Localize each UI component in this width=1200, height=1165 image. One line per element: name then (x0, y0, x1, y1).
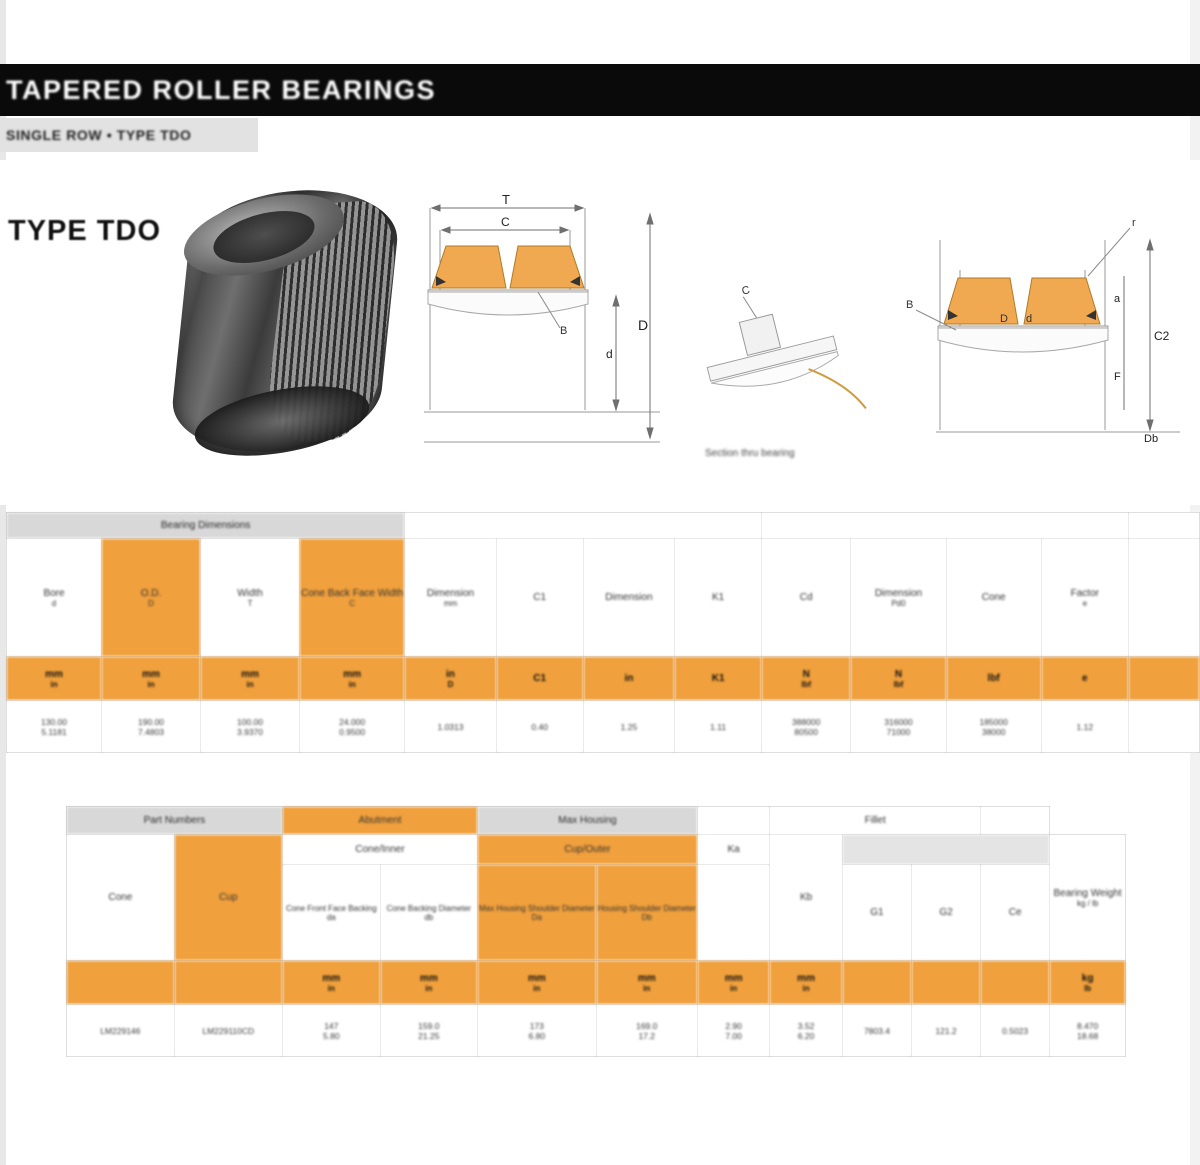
dim-label-a: a (1114, 293, 1121, 305)
table1-column-header-row (7, 539, 1200, 657)
figure-zone (0, 160, 1200, 505)
figure-caption: Section thru bearing (705, 448, 795, 459)
table1-cell-9: 316000 71000 (851, 701, 946, 753)
table1-group-blank-3 (1128, 513, 1199, 539)
table2-cell-9: 121.2 (912, 1005, 981, 1057)
table1-unit-7: K1 (675, 657, 762, 701)
table2-cell-4: 173 6.80 (477, 1005, 596, 1057)
table1-col-width (201, 539, 300, 657)
table2-units-row (67, 961, 1126, 1005)
bearing-type-label: TYPE TDO (8, 215, 162, 247)
table1-col-dim-1 (405, 539, 496, 657)
table1-col-dim-1-label: Dimension (426, 587, 475, 599)
table1-units-row (7, 657, 1200, 701)
table2-cell-1: LM229110CD (174, 1005, 282, 1057)
table2-cell-0: LM229146 (67, 1005, 175, 1057)
table2-unit-9 (912, 961, 981, 1005)
bearing-illustration (180, 192, 390, 457)
cross-section-diagram-1 (410, 180, 670, 480)
table1-cell-7: 1.11 (675, 701, 762, 753)
table2-col-db: Cone Backing Diameter db (380, 865, 477, 961)
table2-unit-8 (842, 961, 911, 1005)
table1-col-cone-back-face-label: Cone Back Face Width (301, 587, 404, 599)
table2-col-bearing-weight: Bearing Weight kg / lb (1050, 835, 1126, 961)
table2-unit-10 (981, 961, 1050, 1005)
table1-unit-10: lbf (946, 657, 1041, 701)
table2-col-g1: G1 (842, 865, 911, 961)
table2-cell-10: 0.5023 (981, 1005, 1050, 1057)
svg-text:C: C (740, 284, 752, 298)
table1-unit-5: C1 (496, 657, 583, 701)
table1-cell-2: 100.00 3.9370 (201, 701, 300, 753)
table2-col-Db: Housing Shoulder Diameter Db (596, 865, 697, 961)
table2-cell-5: 169.0 17.2 (596, 1005, 697, 1057)
dim-label-T: T (502, 192, 510, 207)
table1-unit-6: in (583, 657, 674, 701)
table1-col-cone-back-face-sub: C (349, 598, 356, 608)
dim-label-d2: d (1026, 313, 1033, 325)
table1-cell-11: 1.12 (1041, 701, 1128, 753)
table2-unit-1 (174, 961, 282, 1005)
table1-col-k1: K1 (675, 539, 762, 657)
table1-col-dim-3-label: Dimension (874, 587, 923, 599)
table2-group-max-housing: Max Housing (477, 807, 697, 835)
table1-group-blank-1 (405, 513, 762, 539)
cross-section-diagram-3 (900, 180, 1190, 480)
dim-label-r: r (1132, 217, 1136, 229)
dim-label-C2: C2 (1154, 329, 1170, 343)
bearing-dimensions-table (6, 512, 1200, 753)
table1-unit-0: mm in (7, 657, 102, 701)
table2-cell-11: 8.470 18.68 (1050, 1005, 1126, 1057)
page-subheader (0, 118, 258, 152)
dim-label-C: C (501, 215, 510, 229)
table1-col-dim-3 (851, 539, 946, 657)
table1-cell-5: 0.40 (496, 701, 583, 753)
table-row (7, 701, 1200, 753)
table1-col-factor-label: Factor (1070, 587, 1099, 599)
table1-unit-9: N lbf (851, 657, 946, 701)
table2-subgroup-header-row (67, 835, 1126, 865)
table1-col-dim-1-sub: mm (443, 598, 458, 608)
table1-group-header-row (7, 513, 1200, 539)
table-row (67, 1005, 1126, 1057)
table1-cell-1: 190.00 7.4803 (102, 701, 201, 753)
table1-col-od-sub: D (148, 598, 154, 608)
table1-col-bore (7, 539, 102, 657)
table2-cell-7: 3.52 6.20 (770, 1005, 842, 1057)
table2-unit-7: mm in (770, 961, 842, 1005)
table2-subgroup-geometry (842, 835, 1049, 865)
table2-col-ce: Ce (981, 865, 1050, 961)
table1-unit-1: mm in (102, 657, 201, 701)
table1-group-blank-2 (762, 513, 1129, 539)
table2-col-g2: G2 (912, 865, 981, 961)
table2-col-kb: Kb (770, 835, 842, 961)
part-numbers-table (66, 806, 1126, 1057)
table1-cell-10: 185000 38000 (946, 701, 1041, 753)
table1-col-od (102, 539, 201, 657)
table2-group-abutment: Abutment (282, 807, 477, 835)
table2-cell-2: 147 5.80 (282, 1005, 380, 1057)
table2-unit-5: mm in (596, 961, 697, 1005)
table1-col-spacer (1128, 539, 1199, 657)
table2-col-da: Cone Front Face Backing da (282, 865, 380, 961)
table1-unit-12 (1128, 657, 1199, 701)
table2-col-cone: Cone (67, 835, 175, 961)
table1-unit-8: N lbf (762, 657, 851, 701)
table1-col-factor-sub: e (1082, 598, 1088, 608)
table2-col-cup: Cup (174, 835, 282, 961)
table2-group-fillet (697, 807, 769, 835)
table1-col-cd: Cd (762, 539, 851, 657)
table2-unit-2: mm in (282, 961, 380, 1005)
dim-label-d: d (606, 347, 613, 361)
table1-col-width-label: Width (237, 587, 263, 599)
table2-unit-0 (67, 961, 175, 1005)
dim-label-B: B (560, 325, 568, 337)
cross-section-diagram-2 (690, 280, 870, 460)
table1-cell-3: 24.000 0.9500 (300, 701, 405, 753)
dim-label-B2: B (906, 299, 914, 311)
page-header (0, 64, 1200, 116)
table1-group-bearing-dimensions: Bearing Dimensions (7, 513, 405, 539)
table1-col-dim-2: Dimension (583, 539, 674, 657)
table2-group-blank (981, 807, 1050, 835)
table1-unit-4: in D (405, 657, 496, 701)
table1-col-dim-3-sub: Pd0 (891, 598, 906, 608)
table1-cell-6: 1.25 (583, 701, 674, 753)
table2-col-ka (697, 865, 769, 961)
table2-group-geometry-factors: Fillet (770, 807, 981, 835)
table1-col-factor (1041, 539, 1128, 657)
table1-cell-8: 388000 80500 (762, 701, 851, 753)
table1-col-c1: C1 (496, 539, 583, 657)
dim-label-D: D (638, 317, 649, 333)
table1-col-width-sub: T (247, 598, 253, 608)
table1-cell-12 (1128, 701, 1199, 753)
table1-col-bore-sub: d (51, 598, 57, 608)
table1-col-cone: Cone (946, 539, 1041, 657)
table2-col-Da: Max Housing Shoulder Diameter Da (477, 865, 596, 961)
page-subtitle: SINGLE ROW • TYPE TDO (6, 127, 192, 143)
table2-col-fillet-r: Ka (697, 835, 769, 865)
table2-group-header-row (67, 807, 1126, 835)
table2-subgroup-cone-inner: Cone/Inner (282, 835, 477, 865)
table1-col-od-label: O.D. (140, 587, 162, 599)
table1-cell-0: 130.00 5.1181 (7, 701, 102, 753)
table1-unit-3: mm in (300, 657, 405, 701)
table2-group-part-numbers: Part Numbers (67, 807, 283, 835)
table1-cell-4: 1.0313 (405, 701, 496, 753)
table1-unit-2: mm in (201, 657, 300, 701)
dim-label-F: F (1114, 371, 1121, 383)
table1-col-cone-back-face (300, 539, 405, 657)
dim-label-Db: Db (1144, 433, 1159, 445)
table1-unit-11: e (1041, 657, 1128, 701)
table2-unit-11: kg lb (1050, 961, 1126, 1005)
table1-col-bore-label: Bore (43, 587, 65, 599)
table2-cell-6: 2.90 7.00 (697, 1005, 769, 1057)
dim-label-da: D (1000, 313, 1008, 325)
table2-unit-3: mm in (380, 961, 477, 1005)
table2-cell-8: 7803.4 (842, 1005, 911, 1057)
table2-subgroup-cup-outer: Cup/Outer (477, 835, 697, 865)
table2-cell-3: 159.0 21.25 (380, 1005, 477, 1057)
table2-unit-4: mm in (477, 961, 596, 1005)
page-title: TAPERED ROLLER BEARINGS (6, 74, 437, 105)
table2-unit-6: mm in (697, 961, 769, 1005)
